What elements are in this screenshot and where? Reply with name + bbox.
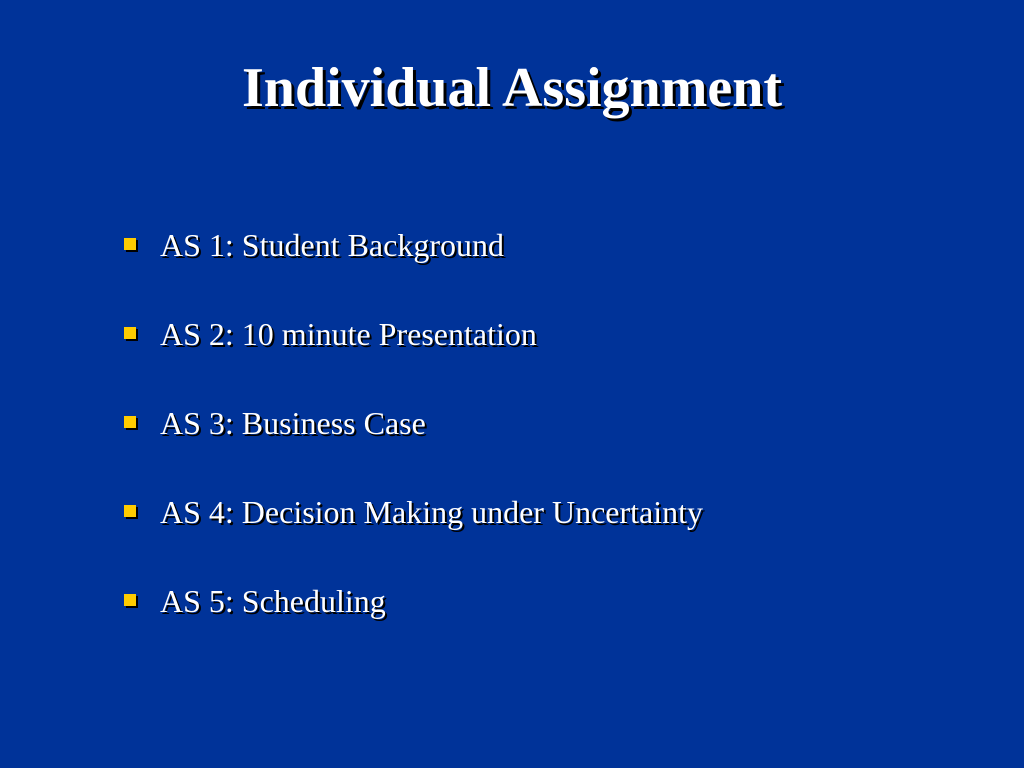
bullet-text: AS 3: Business Case (160, 405, 426, 441)
square-bullet-icon (124, 505, 136, 517)
square-bullet-icon (124, 327, 136, 339)
slide-title: Individual Assignment (242, 57, 782, 119)
bullet-text: AS 1: Student Background (160, 227, 504, 263)
bullet-text: AS 5: Scheduling (160, 583, 386, 619)
square-bullet-icon (124, 416, 136, 428)
square-bullet-icon (124, 238, 136, 250)
square-bullet-icon (124, 594, 136, 606)
bullet-text: AS 2: 10 minute Presentation (160, 316, 537, 352)
bullet-text: AS 4: Decision Making under Uncertainty (160, 494, 703, 530)
